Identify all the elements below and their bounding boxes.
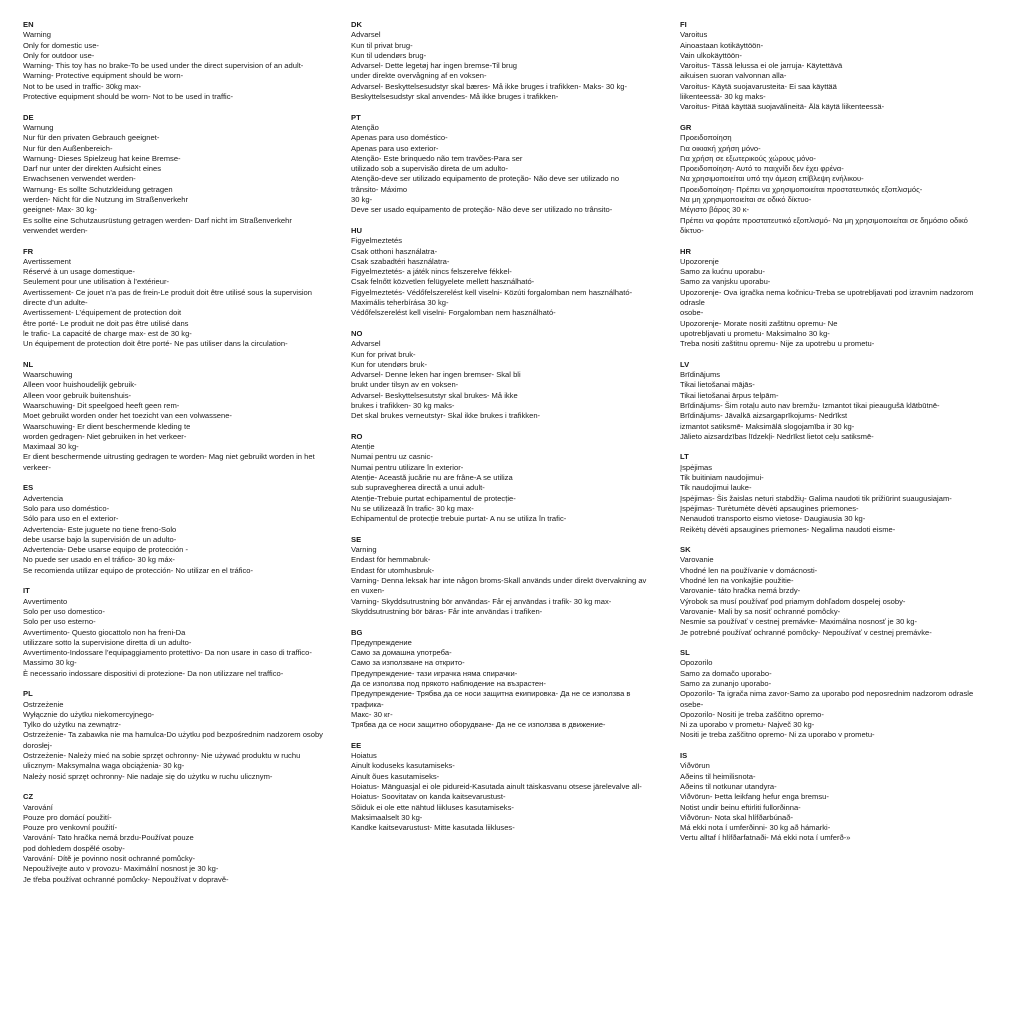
warning-text-line: Výrobok sa musí používať pod priamym dohľadom dospelej osoby- (680, 596, 906, 606)
language-code: NO (351, 328, 363, 338)
language-code: HU (351, 225, 362, 235)
warning-text-line: Kun til udendørs brug- (351, 50, 427, 60)
warning-text-line: Erwachsenen verwendet werden- (23, 174, 136, 184)
warning-text-line: geeignet- Max- 30 kg- (23, 205, 97, 215)
warning-heading: Предупреждение (351, 637, 412, 647)
language-code: EN (23, 20, 34, 29)
column-2 (351, 20, 669, 844)
warning-heading: Varning (351, 545, 377, 555)
warning-text-line: 30 kg- (351, 195, 373, 205)
warning-text-line: ulicznym- Maksymalna waga obciążenia- 30 kg- (23, 761, 185, 771)
language-section-cz (23, 792, 341, 885)
warning-text-line: utilizzare sotto la supervisione diretta di un adulto- (23, 637, 192, 647)
warning-heading: Viðvörun (680, 761, 710, 771)
warning-text-line: Se recomienda utilizar equipo de protección- No utilizar en el tráfico- (23, 565, 254, 575)
warning-text-line: Numai pentru uz casnic- (351, 452, 433, 462)
language-code: EE (351, 740, 362, 750)
warning-text-line: Aðeins til heimilisnota- (680, 771, 756, 781)
warning-heading: Advarsel (351, 339, 381, 349)
warning-heading: Įspėjimas (680, 462, 713, 472)
warning-text-line: Solo para uso doméstico- (23, 503, 110, 513)
warning-text-line: Предупреждение- Трябва да се носи защитна екипировка- Да не се използва в (351, 689, 631, 699)
language-section-sl (680, 648, 1010, 741)
language-code: PT (351, 112, 361, 122)
warning-text-line: Brīdinājums- Šim rotaļu auto nav bremžu- Izmantot tikai pieaugušā klātbūtnē- (680, 400, 940, 410)
warning-text-line: Varování- Tato hračka nemá brzdu-Používat pouze (23, 833, 194, 843)
warning-heading: Varování (23, 802, 53, 812)
warning-text-line: Vhodné len na vonkajšie použitie- (680, 576, 794, 586)
warning-text-line: Numai pentru utilizare în exterior- (351, 462, 464, 472)
warning-text-line: Samo za zunanjo uporabo- (680, 679, 772, 688)
warning-text-line: Samo za kućnu uporabu- (680, 267, 765, 277)
warning-text-line: Kun for privat bruk- (351, 349, 416, 359)
warning-text-line: brukt under tilsyn av en voksen- (351, 380, 459, 390)
language-section-nl (23, 360, 341, 473)
warning-heading: Figyelmeztetés (351, 236, 403, 246)
warning-text-line: Echipamentul de protecție trebuie purtat- A nu se utiliza în trafic- (351, 514, 567, 524)
language-section-en (23, 20, 341, 102)
language-section-no (351, 329, 669, 422)
warning-text-line: Deve ser usado equipamento de proteção- Não deve ser utilizado no trânsito- (351, 205, 613, 215)
warning-heading: Advertencia (23, 493, 64, 503)
language-section-hu (351, 226, 669, 319)
warning-text-line: Nu se utilizează în trafic- 30 kg max- (351, 503, 474, 513)
language-section-ee (351, 741, 669, 834)
warning-text-line: pod dohledem dospělé osoby- (23, 843, 125, 853)
warning-text-line: Samo za domačo uporabo- (680, 668, 772, 678)
warning-text-line: Tik buitiniam naudojimui- (680, 473, 764, 483)
warning-text-line: aikuisen suoran valvonnan alla- (680, 71, 787, 81)
warning-text-line: Avvertimento- Questo giocattolo non ha freni-Da (23, 627, 186, 637)
warning-text-line: Varovanie- táto hračka nemá brzdy- (680, 586, 801, 596)
warning-text-line: liikenteessä- 30 kg maks- (680, 92, 766, 102)
warning-text-line: Advertencia- Este juguete no tiene freno-Solo (23, 524, 177, 534)
column-1 (23, 20, 341, 895)
warning-text-line: Varning- Denna leksak har inte någon broms-Skall används under direkt övervakning av (351, 576, 647, 586)
warning-text-line: Vain ulkokäyttöön- (680, 50, 742, 60)
warning-text-line: Макс- 30 кг- (351, 709, 393, 719)
warning-text-line: Varování- Dítě je povinno nosit ochranné pomůcky- (23, 854, 196, 864)
warning-text-line: Warning- Protective equipment should be worn- (23, 71, 184, 81)
warning-text-line: Figyelmeztetés- Védőfelszerelést kell viselni- Közúti forgalomban nem használható- (351, 287, 633, 297)
warning-text-line: È necessario indossare dispositivi di protezione- Da non utilizzare nel traffico- (23, 668, 284, 678)
warning-text-line: Само за използване на открито- (351, 658, 465, 668)
language-section-es (23, 483, 341, 576)
language-code: SL (680, 648, 690, 658)
warning-text-line: Maximaal 30 kg- (23, 442, 79, 452)
warning-text-line: Varoitus- Pitää käyttää suojavälineitä- Älä käytä liikenteessä- (680, 102, 885, 112)
language-section-se (351, 535, 669, 617)
warning-text-line: worden gedragen- Niet gebruiken in het verkeer- (23, 431, 187, 441)
warning-text-line: Advertencia- Debe usarse equipo de protección - (23, 545, 189, 555)
warning-text-line: Atenție-Trebuie purtat echipamentul de protecție- (351, 493, 516, 503)
warning-heading: Hoiatus (351, 751, 377, 761)
language-section-gr (680, 123, 1010, 236)
warning-text-line: osebe- (680, 699, 704, 709)
warning-text-line: Nesmie sa používať v cestnej premávke- Maximálna nosnosť je 30 kg- (680, 617, 917, 627)
warning-text-line: Csak szabadtéri használatra- (351, 256, 450, 266)
warning-text-line: Upozorenje- Ova igračka nema kočnicu-Treba se upotrebljavati pod izravnim nadzorom (680, 287, 974, 297)
language-code: DE (23, 112, 34, 122)
language-section-sk (680, 545, 1010, 638)
warning-text-line: Má ekki nota í umferðinni- 30 kg að hámarki- (680, 823, 831, 833)
warning-text-line: izmantot satiksmē- Maksimālā slogojamība ir 30 kg- (680, 421, 855, 431)
warning-text-line: трафика- (351, 699, 384, 709)
warning-text-line: Nur für den Außenbereich- (23, 143, 113, 153)
warning-heading: Avvertimento (23, 596, 68, 606)
warning-text-line: Viðvörun- Þetta leikfang hefur enga bremsu- (680, 792, 829, 802)
warning-text-line: Tikai lietošanai mājās- (680, 380, 755, 390)
warning-text-line: être porté- Le produit ne doit pas être utilisé dans (23, 318, 189, 328)
warning-text-line: Įspėjimas- Turėtumėte dėvėti apsaugines priemones- (680, 503, 859, 513)
warning-heading: Upozorenje (680, 256, 719, 266)
warning-text-line: Avertissement- Ce jouet n’a pas de frein-Le produit doit être utilisé sous la supervision (23, 287, 312, 297)
warning-heading: Atenție (351, 442, 375, 452)
warning-text-line: Figyelmeztetés- a játék nincs felszerelve fékkel- (351, 267, 512, 277)
warning-text-line: Για χρήση σε εξωτερικούς χώρους μόνο- (680, 153, 816, 163)
warning-heading: Ostrzeżenie (23, 699, 64, 709)
warning-text-line: directe d’un adulte- (23, 298, 88, 308)
language-section-de (23, 113, 341, 237)
language-section-is (680, 751, 1010, 844)
warning-text-line: Kun til privat brug- (351, 40, 413, 50)
warning-text-line: Treba nositi zaštitnu opremu- Nije za upotrebu u prometu- (680, 339, 875, 349)
warning-text-line: Notist undir beinu eftirliti fullorðinna- (680, 802, 801, 812)
warning-text-line: Μέγιστο βάρος 30 κ- (680, 205, 750, 215)
warning-text-line: Alleen voor gebruik buitenshuis- (23, 390, 132, 400)
warning-heading: Warnung (23, 122, 54, 132)
warning-text-line: verwendet werden- (23, 225, 88, 235)
language-code: CZ (23, 792, 34, 802)
warning-text-line: le trafic- La capacité de charge max- est de 30 kg- (23, 328, 192, 338)
warning-text-line: Opozorilo- Ta igrača nima zavor-Samo za uporabo pod neposrednim nadzorom odrasle (680, 689, 974, 699)
warning-text-line: Darf nur unter der direkten Aufsicht eines (23, 164, 162, 174)
warning-text-line: Ainoastaan kotikäyttöön- (680, 40, 764, 50)
warning-text-line: Solo per uso domestico- (23, 606, 105, 616)
warning-text-line: Vhodné len na používanie v domácnosti- (680, 565, 818, 575)
warning-text-line: Προειδοποίηση- Αυτό το παιχνίδι δεν έχει φρένα- (680, 164, 844, 174)
warning-heading: Avertissement (23, 256, 71, 266)
warning-text-line: Należy nosić sprzęt ochronny- Nie nadaje się do użytku w ruchu ulicznym- (23, 771, 273, 781)
warning-heading: Waarschuwing (23, 370, 73, 380)
warning-text-line: Nositi je treba zaščitno opremo- Ni za uporabo v prometu- (680, 730, 875, 740)
language-code: ES (23, 483, 34, 493)
warning-text-line: No puede ser usado en el tráfico- 30 kg máx- (23, 555, 175, 565)
warning-text-line: Ainult õues kasutamiseks- (351, 771, 440, 781)
warning-text-line: Un équipement de protection doit être porté- Ne pas utiliser dans la circulation- (23, 339, 288, 349)
language-code: NL (23, 359, 34, 369)
warning-text-line: Seulement pour une utilisation à l’extérieur- (23, 277, 170, 287)
warning-text-line: Tylko do użytku na zewnątrz- (23, 720, 121, 730)
column-3 (680, 20, 1010, 854)
warning-text-line: Kun for utendørs bruk- (351, 359, 427, 369)
warning-text-line: Nenaudoti transporto eismo vietose- Daugiausia 30 kg- (680, 514, 866, 524)
warning-text-line: Varning- Skyddsutrustning bör användas- Får ej användas i trafik- 30 kg max- (351, 596, 612, 606)
warning-text-line: Advarsel- Beskyttelsesudstyr skal bæres- Må ikke bruges i trafikken- Maks- 30 kg- (351, 81, 627, 91)
warning-text-line: Ni za uporabo v prometu- Največ 30 kg- (680, 720, 815, 730)
warning-text-line: Tikai lietošanai ārpus telpām- (680, 390, 779, 400)
language-code: SE (351, 534, 362, 544)
warning-text-line: Only for outdoor use- (23, 50, 95, 60)
warning-text-line: Jālieto aizsardzības līdzekļi- Nedrīkst lietot ceļu satiksmē- (680, 431, 874, 441)
language-section-ro (351, 432, 669, 525)
warning-heading: Varoitus (680, 30, 708, 40)
warning-text-line: Atenção-deve ser utilizado equipamento de proteção- Não deve ser utilizado no (351, 174, 620, 184)
warning-text-line: Wyłącznie do użytku niekomercyjnego- (23, 709, 155, 719)
warning-text-line: δίκτυο- (680, 225, 704, 235)
warning-text-line: Ostrzeżenie- Należy mieć na sobie sprzęt ochronny- Nie używać produktu w ruchu (23, 751, 301, 761)
warning-text-line: Réservé à un usage domestique- (23, 267, 135, 277)
warning-text-line: utilizado sob a supervisão direta de um adulto- (351, 164, 509, 174)
warning-text-line: Hoiatus- Mänguasjal ei ole pidureid-Kasutada ainult täiskasvanu otsese järelevalve all- (351, 781, 642, 791)
language-section-fi (680, 20, 1010, 113)
warning-text-line: Varoitus- Tässä lelussa ei ole jarruja- Käytettävä (680, 61, 843, 71)
warning-text-line: Brīdinājums- Jāvalkā aizsargaprīkojums- Nedrīkst (680, 411, 848, 421)
language-section-bg (351, 628, 669, 731)
warning-text-line: upotrebljavati u prometu- Maksimalno 30 kg- (680, 328, 830, 338)
warning-text-line: Само за домашна употреба- (351, 648, 452, 658)
warning-text-line: Advarsel- Beskyttelsesutstyr skal brukes- Må ikke (351, 390, 518, 400)
warning-text-line: Csak felnőtt közvetlen felügyelete mellett használható- (351, 277, 535, 287)
warning-text-line: odrasle (680, 298, 705, 308)
warning-text-line: Védőfelszerelést kell viselni- Forgalomban nem használható- (351, 308, 556, 318)
language-section-hr (680, 247, 1010, 350)
warning-heading: Opozorilo (680, 658, 713, 668)
warning-text-line: Er dient beschermende uitrusting gedragen te worden- Mag niet gebruikt worden in het (23, 452, 315, 462)
warning-text-line: Hoiatus- Soovitatav on kanda kaitsevarustust- (351, 792, 506, 802)
warning-text-line: Maksimaalselt 30 kg- (351, 812, 423, 822)
warning-text-line: Sõiduk ei ole ette nähtud liikluses kasutamiseks- (351, 802, 514, 812)
warning-text-line: Apenas para uso exterior- (351, 143, 439, 153)
warning-heading: Brīdinājums (680, 370, 721, 380)
language-code: GR (680, 122, 692, 132)
warning-text-line: Για οικιακή χρήση μόνο- (680, 143, 761, 153)
warning-text-line: dorosłej- (23, 740, 53, 750)
warning-text-line: Endast för utomhusbruk- (351, 565, 435, 575)
warning-text-line: Warning- This toy has no brake-To be used under the direct supervision of an adult- (23, 61, 304, 71)
language-code: HR (680, 246, 691, 256)
warning-text-line: Avertissement- L’équipement de protection doit (23, 308, 182, 318)
warning-text-line: trânsito- Máximo (351, 184, 408, 194)
warning-text-line: Je třeba používat ochranné pomůcky- Nepoužívat v dopravě- (23, 874, 229, 884)
language-code: IS (680, 751, 688, 761)
warning-text-line: sub supravegherea directă a unui adult- (351, 483, 485, 493)
warning-text-line: Opozorilo- Nositi je treba zaščitno opremo- (680, 709, 824, 719)
warning-text-line: Beskyttelsesudstyr skal anvendes- Må ikke bruges i trafikken- (351, 92, 559, 102)
warning-text-line: Samo za vanjsku uporabu- (680, 277, 771, 287)
warning-text-line: Трябва да се носи защитно оборудване- Да не се използва в движение- (351, 720, 606, 730)
language-code: BG (351, 627, 363, 637)
warning-text-line: Waarschuwing- Dit speelgoed heeft geen rem- (23, 400, 180, 410)
warning-text-line: en vuxen- (351, 586, 385, 596)
warning-text-line: Endast för hemmabruk- (351, 555, 431, 565)
warning-text-line: verkeer- (23, 462, 51, 472)
warning-text-line: Tik naudojimui lauke- (680, 483, 752, 493)
warning-text-line: werden- Nicht für die Nutzung im Straßenverkehr (23, 195, 189, 205)
warning-text-line: Предупреждение- тази играчка няма спирачки- (351, 668, 518, 678)
language-section-dk (351, 20, 669, 102)
warning-text-line: Varovanie- Mali by sa nosiť ochranné pomôcky- (680, 606, 841, 616)
warning-text-line: under direkte overvågning af en voksen- (351, 71, 487, 81)
warning-text-line: Πρέπει να φοράτε προστατευτικό εξοπλισμό- Να μη χρησιμοποιείται σε δημόσιο οδικό (680, 215, 968, 225)
warning-text-line: Es sollte eine Schutzausrüstung getragen werden- Darf nicht im Straßenverkehr (23, 215, 292, 225)
language-section-pt (351, 113, 669, 216)
warning-text-line: Kandke kaitsevarustust- Mitte kasutada liikluses- (351, 823, 515, 833)
warning-text-line: Varoitus- Käytä suojavarusteita- Ei saa käyttää (680, 81, 837, 91)
warning-text-line: Apenas para uso doméstico- (351, 133, 448, 143)
warning-text-line: Warnung- Dieses Spielzeug hat keine Bremse- (23, 153, 181, 163)
warning-heading: Advarsel (351, 30, 381, 40)
language-code: RO (351, 431, 363, 441)
warning-text-line: Upozorenje- Morate nositi zaštitnu opremu- Ne (680, 318, 838, 328)
language-code: SK (680, 545, 691, 555)
warning-text-line: Det skal brukes verneutstyr- Skal ikke brukes i trafikken- (351, 411, 541, 421)
warning-text-line: Maximális teherbírása 30 kg- (351, 298, 449, 308)
language-code: LV (680, 359, 690, 369)
warning-text-line: Viðvörun- Nota skal hlífðarbúnað- (680, 812, 793, 822)
warning-text-line: Advarsel- Dette legetøj har ingen bremse-Til brug (351, 61, 518, 71)
warning-text-line: Avvertimento-Indossare l’equipaggiamento protettivo- Da non usare in caso di traffico- (23, 648, 312, 658)
language-section-lt (680, 452, 1010, 534)
warning-text-line: Reikėtų dėvėti apsaugines priemones- Negalima naudoti eisme- (680, 524, 896, 534)
warning-text-line: Massimo 30 kg- (23, 658, 77, 668)
warning-heading: Varovanie (680, 555, 714, 565)
warning-text-line: Ostrzeżenie- Ta zabawka nie ma hamulca-Do użytku pod bezpośrednim nadzorem osoby (23, 730, 323, 740)
warning-text-line: Να μη χρησιμοποιείται σε οδικό δίκτυο- (680, 195, 812, 205)
warning-text-line: Pouze pro domácí použití- (23, 812, 112, 822)
warning-text-line: Įspėjimas- Šis žaislas neturi stabdžių- Galima naudoti tik prižiūrint suaugusiajam- (680, 493, 952, 503)
warning-text-line: Ainult koduseks kasutamiseks- (351, 761, 455, 771)
language-code: LT (680, 452, 689, 462)
language-section-lv (680, 360, 1010, 442)
warning-text-line: Aðeins til notkunar utandyra- (680, 781, 777, 791)
language-code: FR (23, 246, 34, 256)
warning-text-line: Atenção- Este brinquedo não tem travões-Para ser (351, 153, 523, 163)
warning-text-line: Nur für den privaten Gebrauch geeignet- (23, 133, 160, 143)
warning-text-line: Alleen voor huishoudelijk gebruik- (23, 380, 137, 390)
warning-text-line: Protective equipment should be worn- Not to be used in traffic- (23, 92, 234, 102)
language-code: FI (680, 20, 687, 29)
warning-text-line: Advarsel- Denne leken har ingen bremser- Skal bli (351, 370, 521, 380)
language-code: DK (351, 20, 362, 29)
warning-text-line: Да се използва под прякото наблюдение на възрастен- (351, 679, 546, 688)
warning-text-line: Nepoužívejte auto v provozu- Maximální nosnost je 30 kg- (23, 864, 219, 874)
warning-text-line: Να χρησιμοποιείται υπό την άμεση επίβλεψη ενήλικου- (680, 174, 864, 184)
language-code: PL (23, 689, 33, 699)
warning-text-line: Προειδοποίηση- Πρέπει να χρησιμοποιείται προστατευτικός εξοπλισμός- (680, 184, 923, 194)
warning-text-line: Only for domestic use- (23, 40, 99, 50)
warning-text-line: Pouze pro venkovní použití- (23, 823, 118, 833)
warning-text-line: brukes i trafikken- 30 kg maks- (351, 400, 455, 410)
warning-heading: Atenção (351, 122, 379, 132)
warning-text-line: Atenție- Această jucărie nu are frâne-A se utiliza (351, 473, 513, 483)
warning-text-line: Solo per uso esterno- (23, 617, 96, 627)
warning-text-line: Vertu alltaf í hlífðarfatnaði- Má ekki nota í umferð-» (680, 833, 851, 843)
language-section-fr (23, 247, 341, 350)
warning-text-line: Je potrebné používať ochranné pomôcky- Nepoužívať v cestnej premávke- (680, 627, 932, 637)
warning-heading: Warning (23, 30, 51, 40)
warning-text-line: Waarschuwing- Er dient beschermende kleding te (23, 421, 191, 431)
language-code: IT (23, 586, 30, 596)
warning-text-line: osobe- (680, 308, 704, 318)
warning-text-line: Moet gebruikt worden onder het toezicht van een volwassene- (23, 411, 232, 421)
language-section-it (23, 586, 341, 679)
language-section-pl (23, 689, 341, 782)
warning-text-line: Csak otthoni használatra- (351, 246, 438, 256)
warning-text-line: Sólo para uso en el exterior- (23, 514, 119, 524)
warning-text-line: Not to be used in traffic- 30kg max- (23, 81, 142, 91)
warning-text-line: Skyddsutrustning bör bäras- Får inte användas i trafiken- (351, 606, 543, 616)
warning-text-line: Warnung- Es sollte Schutzkleidung getragen (23, 184, 173, 194)
warning-heading: Προειδοποίηση (680, 133, 732, 143)
warning-text-line: debe usarse bajo la supervisión de un adulto- (23, 534, 177, 544)
